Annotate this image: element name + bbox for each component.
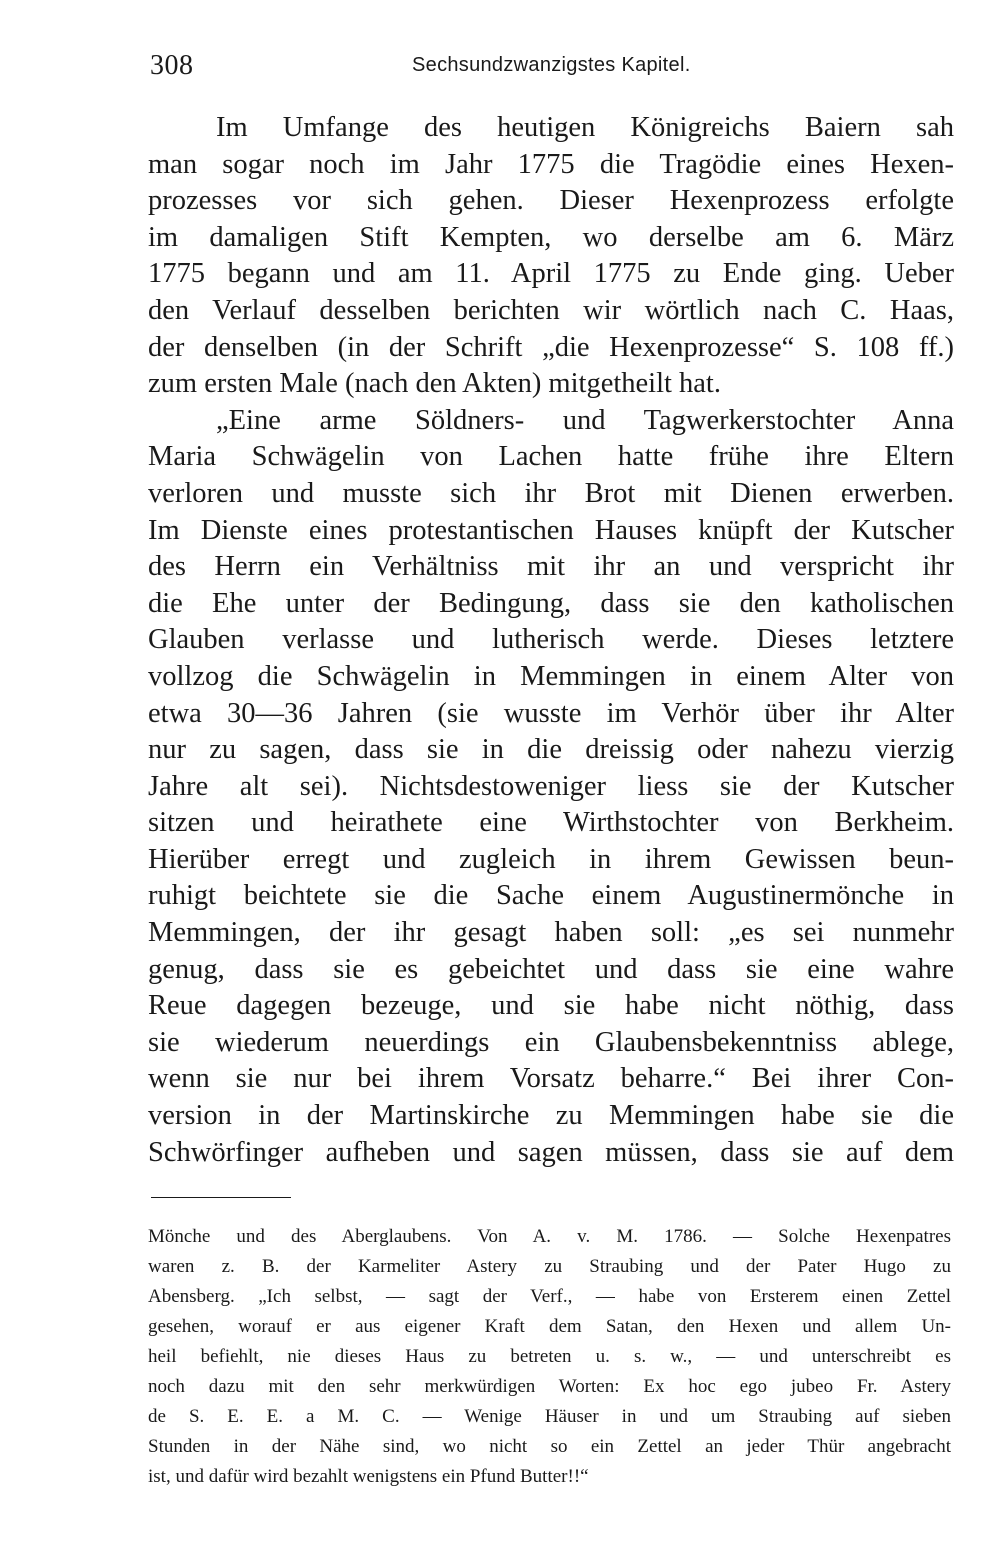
text-line: sitzen und heirathete eine Wirthstochter von Berkheim. xyxy=(148,807,954,839)
text-line: etwa 30—36 Jahren (sie wusste im Verhör über ihr Alter xyxy=(148,697,954,729)
footnote-line: heil befiehlt, nie dieses Haus zu betreten u. s. w., — und unterschreibt es xyxy=(148,1346,951,1367)
footnote xyxy=(148,1222,951,1492)
text-line: prozesses vor sich gehen. Dieser Hexenprozess erfolgte xyxy=(148,185,954,217)
text-line: Im Dienste eines protestantischen Hauses knüpft der Kutscher xyxy=(148,514,954,546)
footnote-line: noch dazu mit den sehr merkwürdigen Worten: Ex hoc ego jubeo Fr. Astery xyxy=(148,1376,951,1397)
text-line: Im Umfange des heutigen Königreichs Baiern sah xyxy=(216,112,954,143)
text-line: Maria Schwägelin von Lachen hatte frühe ihre Eltern xyxy=(148,441,954,473)
text-line: den Verlauf desselben berichten wir wörtlich nach C. Haas, xyxy=(148,294,954,326)
text-line: sie wiederum neuerdings ein Glaubensbekenntniss ablege, xyxy=(148,1026,954,1058)
running-title: Sechsundzwanzigstes Kapitel. xyxy=(412,54,691,76)
text-line: ruhigt beichtete sie die Sache einem Augustinermönche in xyxy=(148,880,954,912)
text-line: version in der Martinskirche zu Memmingen habe sie die xyxy=(148,1100,954,1132)
footnote-line: ist, und dafür wird bezahlt wenigstens ein Pfund Butter!!“ xyxy=(148,1466,589,1487)
text-line: genug, dass sie es gebeichtet und dass sie eine wahre xyxy=(148,953,954,985)
text-line: Schwörfinger aufheben und sagen müssen, dass sie auf dem xyxy=(148,1136,954,1168)
page-number: 308 xyxy=(150,50,194,81)
footnote-separator xyxy=(151,1197,291,1198)
text-line: des Herrn ein Verhältniss mit ihr an und verspricht ihr xyxy=(148,551,954,583)
footnote-line: de S. E. E. a M. C. — Wenige Häuser in und um Straubing auf sieben xyxy=(148,1406,951,1427)
text-line: zum ersten Male (nach den Akten) mitgetheilt hat. xyxy=(148,368,721,400)
footnote-line: gesehen, worauf er aus eigener Kraft dem Satan, den Hexen und allem Un- xyxy=(148,1316,951,1337)
text-line: „Eine arme Söldners- und Tagwerkerstochter Anna xyxy=(216,404,954,436)
text-line: Jahre alt sei). Nichtsdestoweniger liess sie der Kutscher xyxy=(148,770,954,802)
footnote-line: Mönche und des Aberglaubens. Von A. v. M. 1786. — Solche Hexenpatres xyxy=(148,1226,951,1247)
text-line: im damaligen Stift Kempten, wo derselbe am 6. März xyxy=(148,221,954,253)
text-line: Memmingen, der ihr gesagt haben soll: „es sei nunmehr xyxy=(148,917,954,949)
footnote-line: waren z. B. der Karmeliter Astery zu Straubing und der Pater Hugo zu xyxy=(148,1256,951,1277)
text-line: der denselben (in der Schrift „die Hexenprozesse“ S. 108 ff.) xyxy=(148,331,954,363)
text-line: vollzog die Schwägelin in Memmingen in einem Alter von xyxy=(148,660,954,692)
text-line: verloren und musste sich ihr Brot mit Dienen erwerben. xyxy=(148,477,954,509)
text-line: Glauben verlasse und lutherisch werde. Dieses letztere xyxy=(148,624,954,656)
text-line: man sogar noch im Jahr 1775 die Tragödie eines Hexen- xyxy=(148,148,954,180)
text-line: nur zu sagen, dass sie in die dreissig oder nahezu vierzig xyxy=(148,734,954,766)
text-line: wenn sie nur bei ihrem Vorsatz beharre.“ Bei ihrer Con- xyxy=(148,1063,954,1095)
text-line: 1775 begann und am 11. April 1775 zu Ende ging. Ueber xyxy=(148,258,954,290)
footnote-line: Abensberg. „Ich selbst, — sagt der Verf., — habe von Ersterem einen Zettel xyxy=(148,1286,951,1307)
main-text xyxy=(148,110,954,1171)
footnote-line: Stunden in der Nähe sind, wo nicht so ein Zettel an jeder Thür angebracht xyxy=(148,1436,951,1457)
text-line: Reue dagegen bezeuge, und sie habe nicht nöthig, dass xyxy=(148,990,954,1022)
text-line: Hierüber erregt und zugleich in ihrem Gewissen beun- xyxy=(148,843,954,875)
text-line: die Ehe unter der Bedingung, dass sie den katholischen xyxy=(148,587,954,619)
page-header xyxy=(150,44,950,84)
